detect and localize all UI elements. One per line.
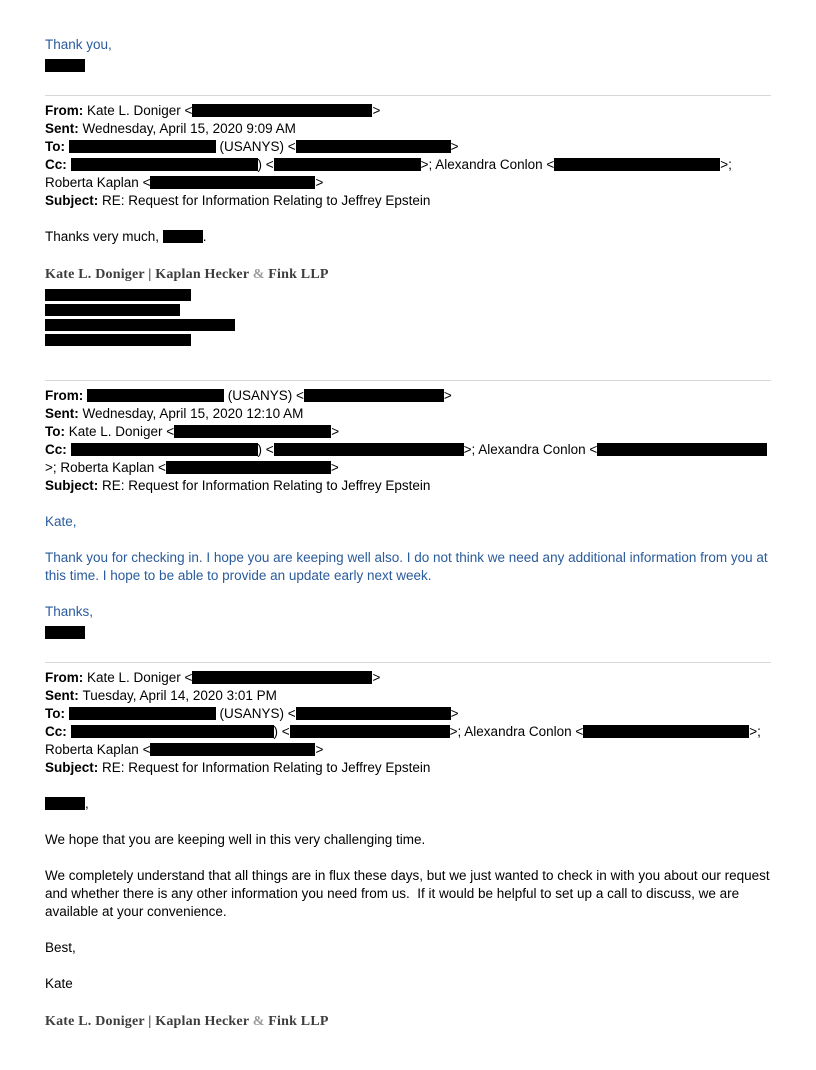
text-run: Kate L. Doniger | Kaplan Hecker xyxy=(45,1014,253,1029)
redaction-bar xyxy=(150,743,315,756)
text-run: >; Alexandra Conlon < xyxy=(463,442,598,457)
email-thread xyxy=(45,36,774,1030)
signature-contact-redactions xyxy=(45,289,771,360)
redaction-bar xyxy=(274,158,421,171)
text-run: > xyxy=(315,175,324,190)
redaction-bar xyxy=(45,626,85,639)
redaction-bar xyxy=(45,334,191,346)
text-run: Kate, xyxy=(45,514,77,529)
text-run: > xyxy=(330,460,339,475)
ampersand-muted: & xyxy=(252,1014,265,1029)
redaction-bar xyxy=(45,59,85,72)
redaction-bar xyxy=(192,671,372,684)
text-run: , xyxy=(85,796,89,811)
redaction-bar xyxy=(192,104,372,117)
field-label: Subject: xyxy=(45,193,103,208)
text-run: ) < xyxy=(273,724,290,739)
thanks-very-much-note xyxy=(45,228,771,246)
redacted-signoff-name xyxy=(45,57,771,75)
subject-line xyxy=(45,759,771,777)
redaction-bar xyxy=(296,140,451,153)
redaction-bar xyxy=(174,425,331,438)
field-label: Sent: xyxy=(45,406,83,421)
text-run: Thanks very much, xyxy=(45,229,163,244)
redaction-bar xyxy=(71,158,258,171)
signature-block-2 xyxy=(45,1013,771,1030)
closing-thank-you xyxy=(45,36,771,54)
text-run: We completely understand that all things are in flux these days, but we just wanted to check in with you about our request and whether there is any other information you need from us. If it would be helpful to set up a call to discuss, we are available at your convenience. xyxy=(45,868,774,919)
text-run: >; Roberta Kaplan < xyxy=(45,724,765,757)
from-line xyxy=(45,669,771,687)
redacted-reply-signoff-name xyxy=(45,624,771,642)
cc-line xyxy=(45,441,771,477)
text-run: (USANYS) < xyxy=(215,706,296,721)
separator-line xyxy=(45,662,771,663)
text-run: RE: Request for Information Relating to Jeffrey Epstein xyxy=(102,193,431,208)
text-run: Thank you, xyxy=(45,37,112,52)
subject-line xyxy=(45,477,771,495)
greeting-kate xyxy=(45,513,771,531)
body-paragraph-2 xyxy=(45,867,774,921)
redaction-bar xyxy=(71,443,258,456)
text-run: (USANYS) < xyxy=(224,388,304,403)
reply-closing-thanks xyxy=(45,603,771,621)
text-run: (USANYS) < xyxy=(215,139,296,154)
text-run: Kate L. Doniger < xyxy=(68,424,175,439)
redaction-bar xyxy=(45,304,180,316)
field-label: To: xyxy=(45,139,69,154)
sent-line xyxy=(45,687,771,705)
text-run: Kate L. Doniger | Kaplan Hecker xyxy=(45,267,253,282)
text-run: RE: Request for Information Relating to Jeffrey Epstein xyxy=(102,760,431,775)
text-run: >; Roberta Kaplan < xyxy=(45,460,166,475)
text-run: Kate L. Doniger < xyxy=(87,670,193,685)
text-run: Fink LLP xyxy=(264,267,329,282)
redaction-bar xyxy=(583,725,749,738)
text-run: Fink LLP xyxy=(264,1014,329,1029)
redaction-bar xyxy=(274,443,464,456)
ampersand-muted: & xyxy=(252,267,265,282)
sent-line xyxy=(45,405,771,423)
body-paragraph-1 xyxy=(45,831,771,849)
text-run: ) < xyxy=(257,442,274,457)
text-run: > xyxy=(315,742,324,757)
text-run: Kate L. Doniger < xyxy=(87,103,193,118)
to-line xyxy=(45,423,771,441)
cc-line xyxy=(45,156,771,192)
field-label: From: xyxy=(45,670,87,685)
redaction-bar xyxy=(71,725,274,738)
redacted-greeting-name xyxy=(45,795,771,813)
text-run: ) < xyxy=(257,157,274,172)
text-run: Kate xyxy=(45,976,73,991)
text-run: Thanks, xyxy=(45,604,94,619)
redaction-bar xyxy=(166,461,331,474)
field-label: To: xyxy=(45,424,69,439)
text-run: RE: Request for Information Relating to Jeffrey Epstein xyxy=(102,478,431,493)
field-label: Cc: xyxy=(45,724,71,739)
redaction-bar xyxy=(87,389,224,402)
email-header-3 xyxy=(45,669,771,777)
field-label: Cc: xyxy=(45,157,71,172)
redaction-bar xyxy=(45,289,191,301)
field-label: Sent: xyxy=(45,121,83,136)
field-label: To: xyxy=(45,706,69,721)
redaction-bar xyxy=(163,230,203,243)
text-run: We hope that you are keeping well in this very challenging time. xyxy=(45,832,426,847)
from-line xyxy=(45,387,771,405)
separator-line xyxy=(45,380,771,381)
to-line xyxy=(45,705,771,723)
text-run: > xyxy=(450,139,459,154)
field-label: Subject: xyxy=(45,478,103,493)
text-run: >; Alexandra Conlon < xyxy=(420,157,555,172)
redaction-bar xyxy=(45,797,85,810)
signature-block-1 xyxy=(45,266,771,283)
field-label: Subject: xyxy=(45,760,103,775)
redaction-bar xyxy=(304,389,444,402)
text-run: >; Alexandra Conlon < xyxy=(449,724,584,739)
redaction-bar xyxy=(45,319,235,331)
text-run: > xyxy=(372,670,381,685)
closing-best xyxy=(45,939,771,957)
redaction-bar xyxy=(296,707,451,720)
text-run: > xyxy=(443,388,452,403)
subject-line xyxy=(45,192,771,210)
text-run: >; Roberta Kaplan < xyxy=(45,157,736,190)
email-header-2 xyxy=(45,387,771,495)
text-run: > xyxy=(331,424,340,439)
text-run: Wednesday, April 15, 2020 9:09 AM xyxy=(82,121,296,136)
redaction-bar xyxy=(290,725,450,738)
to-line xyxy=(45,138,771,156)
redaction-bar xyxy=(150,176,315,189)
field-label: Sent: xyxy=(45,688,83,703)
text-run: > xyxy=(372,103,381,118)
field-label: From: xyxy=(45,388,87,403)
closing-name xyxy=(45,975,771,993)
separator-line xyxy=(45,95,771,96)
reply-body-paragraph xyxy=(45,549,771,585)
redaction-bar xyxy=(597,443,767,456)
field-label: From: xyxy=(45,103,87,118)
cc-line xyxy=(45,723,771,759)
field-label: Cc: xyxy=(45,442,71,457)
text-run: Best, xyxy=(45,940,76,955)
redaction-bar xyxy=(554,158,720,171)
email-header-1 xyxy=(45,102,771,210)
sent-line xyxy=(45,120,771,138)
text-run: > xyxy=(450,706,459,721)
text-run: Thank you for checking in. I hope you are keeping well also. I do not think we need any additional information from you at this time. I hope to be able to provide an update early next week. xyxy=(45,550,772,583)
from-line xyxy=(45,102,771,120)
text-run: . xyxy=(202,229,207,244)
redaction-bar xyxy=(69,140,216,153)
text-run: Tuesday, April 14, 2020 3:01 PM xyxy=(82,688,277,703)
text-run: Wednesday, April 15, 2020 12:10 AM xyxy=(82,406,304,421)
redaction-bar xyxy=(69,707,216,720)
